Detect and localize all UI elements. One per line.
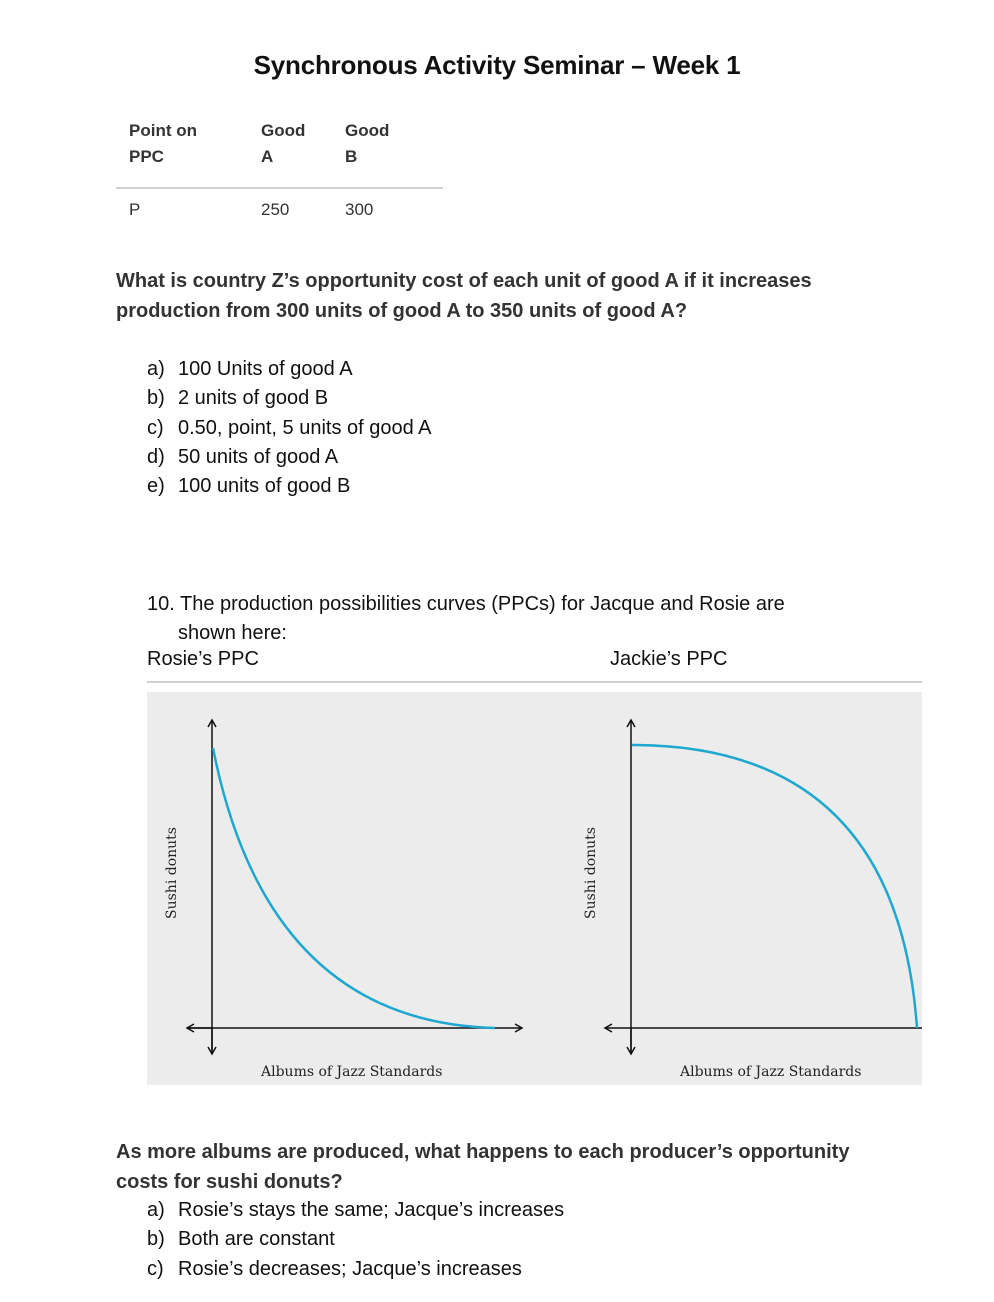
option-text: Both are constant — [178, 1228, 335, 1251]
question-line: costs for sushi donuts? — [116, 1171, 343, 1193]
table-header-line: A — [261, 147, 274, 166]
rosie-ppc-graph — [164, 720, 522, 1080]
option-letter: b) — [147, 1228, 165, 1251]
question-line: What is country Z’s opportunity cost of each unit of good A if it increases — [116, 270, 812, 292]
option-letter: e) — [147, 475, 165, 498]
table-header-good-b — [345, 118, 389, 170]
option-item — [147, 1196, 564, 1225]
table-header-line: B — [345, 147, 358, 166]
option-text: 50 units of good A — [178, 445, 339, 468]
question-2-text — [116, 1137, 849, 1197]
table-header-point — [129, 118, 197, 170]
figure-divider — [147, 681, 922, 683]
option-letter: c) — [147, 1257, 164, 1280]
table-header-line: PPC — [129, 147, 164, 166]
option-letter: d) — [147, 445, 165, 468]
option-text: 0.50, point, 5 units of good A — [178, 416, 432, 439]
ppc-figure — [147, 692, 922, 1085]
question-1-options — [147, 355, 432, 501]
option-text: 100 Units of good A — [178, 358, 353, 380]
option-letter: a) — [147, 1199, 165, 1221]
table-cell-good-b: 300 — [345, 200, 374, 219]
table-divider — [116, 187, 443, 189]
option-item — [147, 443, 432, 472]
option-item — [147, 1255, 564, 1284]
option-item — [147, 414, 432, 443]
question-line: shown here: — [178, 622, 287, 644]
table-cell-good-a: 250 — [261, 200, 290, 219]
rosie-ppc-label: Rosie’s PPC — [147, 648, 259, 670]
x-axis-label: Albums of Jazz Standards — [261, 1064, 443, 1080]
question-10-text — [147, 590, 785, 648]
option-item — [147, 384, 432, 413]
question-line: production from 300 units of good A to 350 units of good A? — [116, 300, 688, 322]
question-1-text — [116, 266, 812, 326]
jackie-ppc-graph — [583, 720, 922, 1080]
question-line: As more albums are produced, what happens to each producer’s opportunity — [116, 1141, 850, 1163]
table-cell-point: P — [129, 200, 141, 219]
y-axis-label: Sushi donuts — [583, 827, 599, 919]
ppc-graphs — [147, 692, 922, 1085]
question-line: 10. The production possibilities curves (PPCs) for Jacque and Rosie are — [147, 593, 785, 615]
option-letter: c) — [147, 416, 164, 439]
convex-ppc-curve — [213, 748, 495, 1028]
option-letter: a) — [147, 358, 165, 380]
table-header-line: Good — [345, 121, 390, 140]
page-title: Synchronous Activity Seminar – Week 1 — [253, 50, 741, 80]
option-text: 2 units of good B — [178, 387, 329, 410]
option-item — [147, 355, 432, 384]
option-text: Rosie’s decreases; Jacque’s increases — [178, 1257, 522, 1280]
jackie-ppc-label: Jackie’s PPC — [610, 648, 728, 670]
option-letter: b) — [147, 387, 165, 410]
option-text: Rosie’s stays the same; Jacque’s increases — [178, 1199, 565, 1221]
question-2-options — [147, 1196, 564, 1284]
option-item — [147, 472, 432, 501]
y-axis-label: Sushi donuts — [164, 827, 180, 919]
table-header-line: Point on — [129, 121, 197, 140]
table-header-good-a — [261, 118, 305, 170]
option-item — [147, 1225, 564, 1254]
concave-ppc-curve — [632, 745, 917, 1028]
table-header-line: Good — [261, 121, 306, 140]
x-axis-label: Albums of Jazz Standards — [680, 1064, 862, 1080]
option-text: 100 units of good B — [178, 475, 351, 498]
